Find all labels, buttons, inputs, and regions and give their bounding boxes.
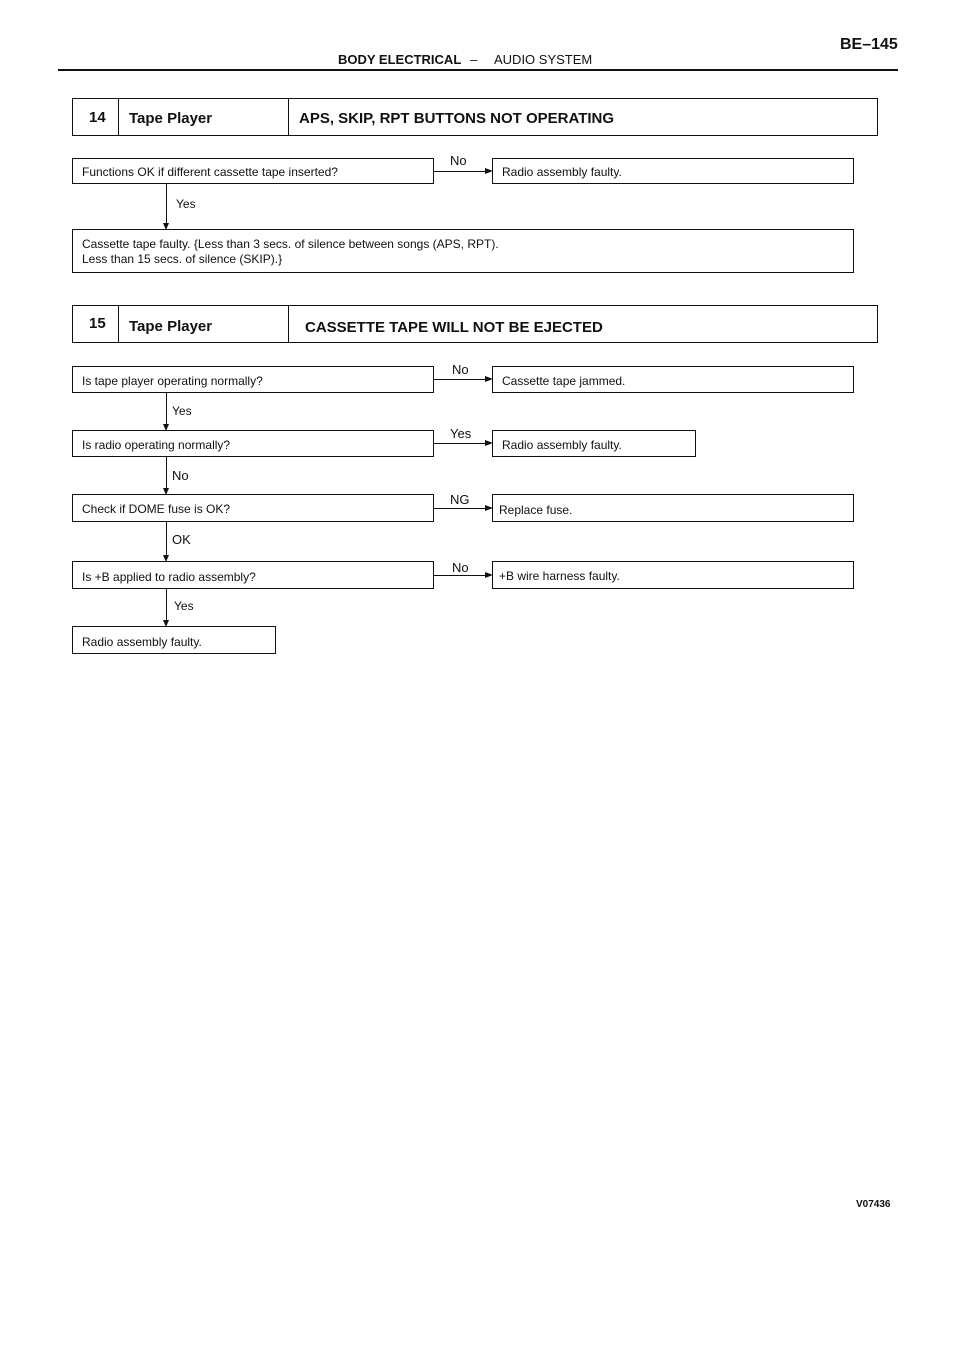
branch-label-yes: Yes: [176, 197, 196, 211]
result-box: [492, 494, 854, 522]
procedure-symptom: APS, SKIP, RPT BUTTONS NOT OPERATING: [299, 110, 615, 127]
question-text: Is +B applied to radio assembly?: [82, 570, 256, 584]
question-box: [72, 561, 434, 589]
question-text: Check if DOME fuse is OK?: [82, 502, 231, 516]
result-text: Cassette tape jammed.: [502, 374, 626, 388]
flow-line: [166, 589, 167, 621]
page-number: BE–145: [840, 36, 898, 53]
question-text: Is radio operating normally?: [82, 438, 231, 452]
subsection-title: AUDIO SYSTEM: [494, 52, 593, 67]
result-box: [492, 158, 854, 184]
procedure-14-header: [72, 98, 878, 136]
divider: [118, 98, 119, 136]
question-text: Functions OK if different cassette tape inserted?: [82, 165, 338, 179]
branch-line: [434, 379, 486, 380]
question-box: [72, 494, 434, 522]
procedure-component: Tape Player: [129, 110, 213, 127]
flow-line: [166, 457, 167, 489]
procedure-symptom: CASSETTE TAPE WILL NOT BE EJECTED: [305, 319, 603, 336]
result-text: Replace fuse.: [499, 503, 573, 517]
section-title: BODY ELECTRICAL: [338, 52, 462, 67]
branch-label-ng: NG: [450, 492, 470, 507]
result-text: Radio assembly faulty.: [502, 165, 622, 179]
branch-label-ok: OK: [172, 532, 191, 547]
branch-label-yes: Yes: [172, 404, 192, 418]
header-rule: [58, 69, 898, 71]
branch-line: [434, 171, 486, 172]
result-box: [492, 366, 854, 393]
header-separator: –: [470, 52, 478, 67]
branch-label-no: No: [172, 468, 189, 483]
result-box: [492, 430, 696, 457]
result-box: [492, 561, 854, 589]
question-box: [72, 158, 434, 184]
flow-line: [166, 184, 167, 224]
procedure-component: Tape Player: [129, 318, 213, 335]
branch-line: [434, 508, 486, 509]
page-header: [58, 36, 898, 72]
result-box: [72, 229, 854, 273]
branch-line: [434, 443, 486, 444]
result-text-line1: Cassette tape faulty. {Less than 3 secs. of silence between songs (APS, RPT).: [82, 237, 499, 251]
branch-label-yes: Yes: [174, 599, 194, 613]
question-box: [72, 366, 434, 393]
divider: [288, 305, 289, 343]
result-text-line2: Less than 15 secs. of silence (SKIP).}: [82, 252, 283, 266]
branch-label-no: No: [452, 560, 469, 575]
branch-label-yes: Yes: [450, 426, 472, 441]
question-box: [72, 430, 434, 457]
procedure-number: 15: [89, 315, 106, 332]
result-text: +B wire harness faulty.: [499, 569, 620, 583]
branch-label-no: No: [450, 153, 467, 168]
branch-label-no: No: [452, 362, 469, 377]
branch-line: [434, 575, 486, 576]
procedure-15-header: [72, 305, 878, 343]
question-text: Is tape player operating normally?: [82, 374, 263, 388]
procedure-number: 14: [89, 109, 106, 126]
divider: [288, 98, 289, 136]
divider: [118, 305, 119, 343]
result-text: Radio assembly faulty.: [82, 635, 202, 649]
flow-line: [166, 522, 167, 556]
result-text: Radio assembly faulty.: [502, 438, 622, 452]
result-box: [72, 626, 276, 654]
flow-line: [166, 393, 167, 425]
figure-code: V07436: [856, 1199, 891, 1210]
